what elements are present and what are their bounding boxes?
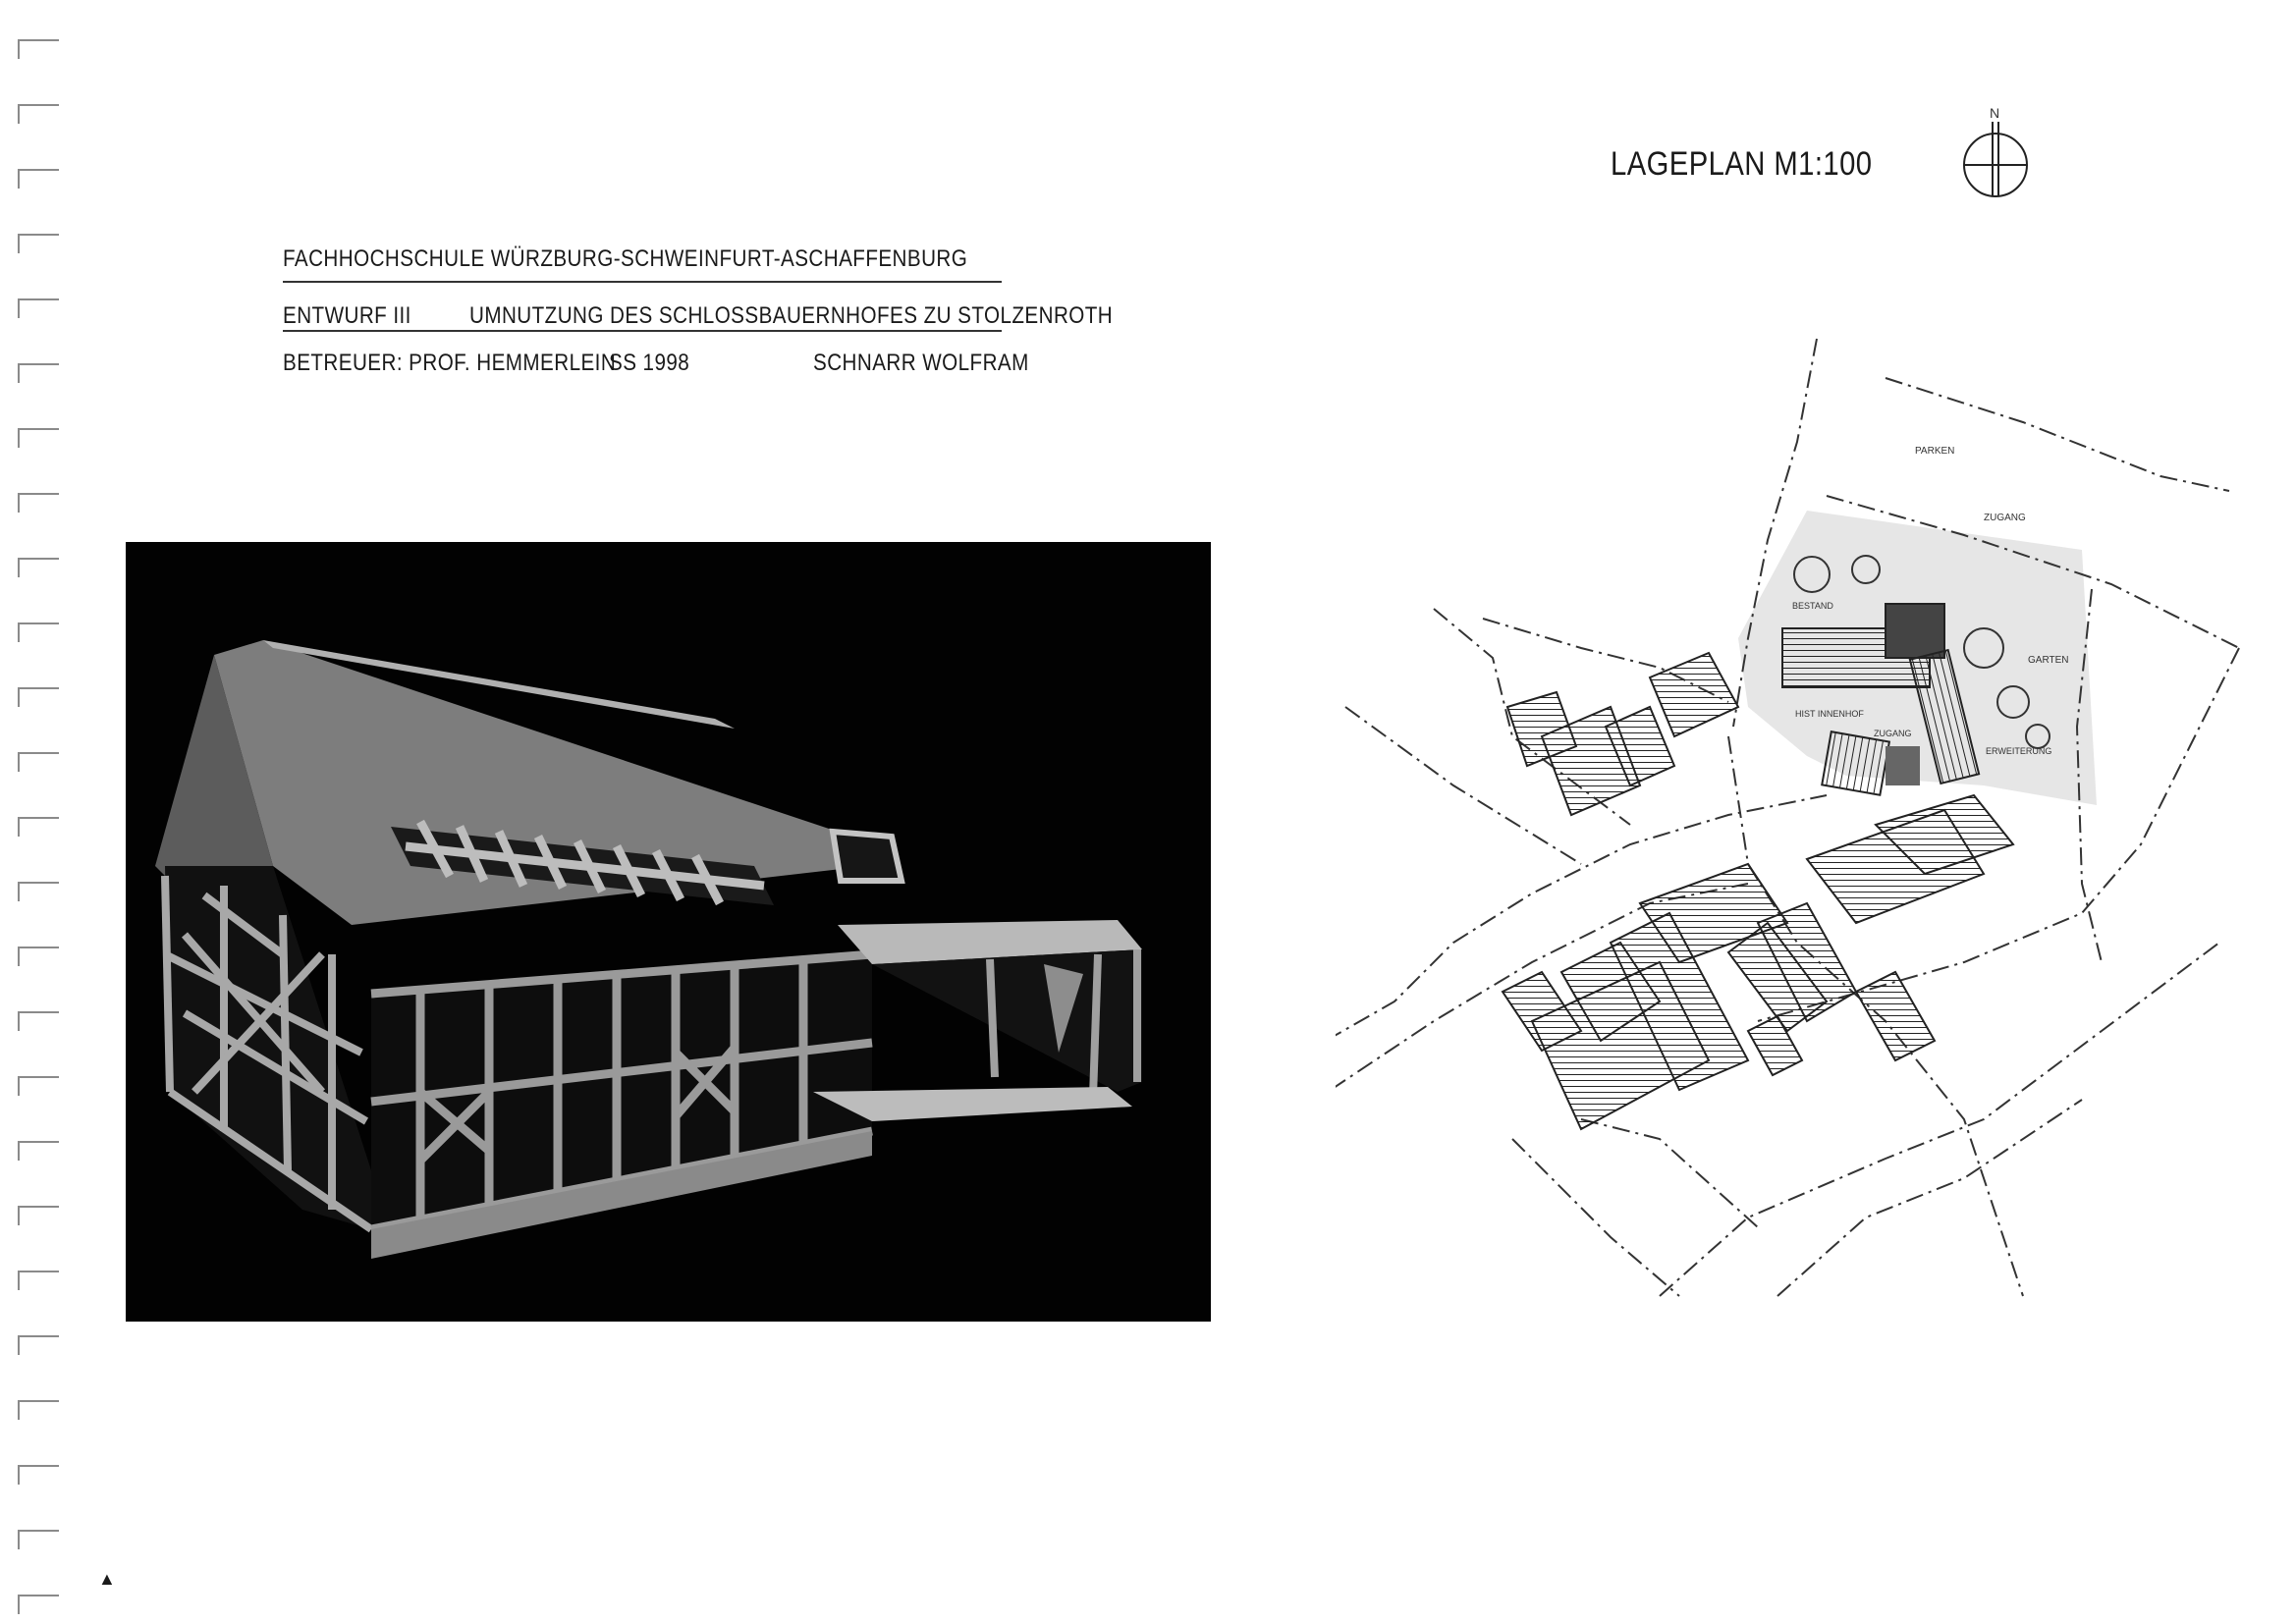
north-arrow-icon xyxy=(1960,104,2045,202)
binding-mark xyxy=(18,882,59,901)
binding-mark xyxy=(18,1076,59,1096)
label-zugang-mid: ZUGANG xyxy=(1874,729,1912,738)
barn-model-render xyxy=(126,542,1211,1322)
binding-mark xyxy=(18,1400,59,1420)
page-tick: ▲ xyxy=(98,1569,116,1589)
binding-mark xyxy=(18,493,59,513)
binding-mark xyxy=(18,1141,59,1161)
binding-mark xyxy=(18,558,59,577)
binding-mark xyxy=(18,1335,59,1355)
binding-mark xyxy=(18,1595,59,1614)
binding-mark xyxy=(18,298,59,318)
binding-mark xyxy=(18,234,59,253)
barn-model-image xyxy=(126,542,1211,1322)
author-text: SCHNARR WOLFRAM xyxy=(813,350,1029,376)
label-parken: PARKEN xyxy=(1915,446,1955,457)
supervisor-text: BETREUER: PROF. HEMMERLEIN xyxy=(283,350,617,376)
binding-mark xyxy=(18,752,59,772)
institution-text: FACHHOCHSCHULE WÜRZBURG-SCHWEINFURT-ASCHAFFENBURG xyxy=(283,245,968,272)
title-rule xyxy=(283,330,1002,332)
binding-mark xyxy=(18,622,59,642)
binding-mark xyxy=(18,1530,59,1549)
binding-mark xyxy=(18,1465,59,1485)
binding-mark xyxy=(18,817,59,837)
label-erweiterung: ERWEITERUNG xyxy=(1986,746,2052,756)
binding-mark xyxy=(18,428,59,448)
binding-mark xyxy=(18,1271,59,1290)
site-plan-drawing xyxy=(1336,314,2259,1325)
binding-mark xyxy=(18,1011,59,1031)
binding-mark xyxy=(18,363,59,383)
binding-mark xyxy=(18,947,59,966)
binding-mark xyxy=(18,169,59,189)
binding-marks xyxy=(18,39,61,1610)
label-garten: GARTEN xyxy=(2028,655,2069,666)
semester-text: SS 1998 xyxy=(609,350,690,376)
binding-mark xyxy=(18,104,59,124)
course-text: ENTWURF III xyxy=(283,302,411,329)
north-label: N xyxy=(1990,105,2000,121)
title-rule xyxy=(283,281,1002,283)
project-title-text: UMNUTZUNG DES SCHLOSSBAUERNHOFES ZU STOLZENROTH xyxy=(469,302,1114,329)
site-plan-title: LAGEPLAN M1:100 xyxy=(1611,145,1873,183)
binding-mark xyxy=(18,39,59,59)
binding-mark xyxy=(18,687,59,707)
binding-mark xyxy=(18,1206,59,1225)
label-zugang-top: ZUGANG xyxy=(1984,513,2026,523)
label-hist-innenhof: HIST INNENHOF xyxy=(1795,709,1864,719)
label-bestand: BESTAND xyxy=(1792,601,1833,611)
